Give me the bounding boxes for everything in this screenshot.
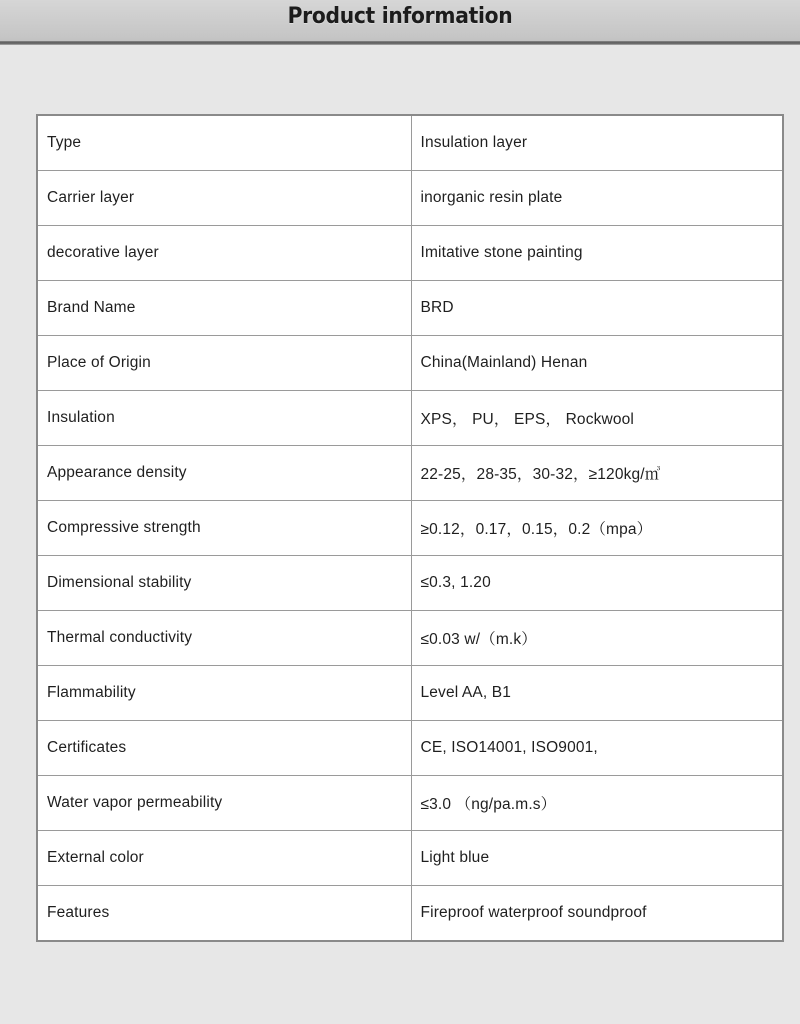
- spec-label-place-of-origin: Place of Origin: [37, 336, 411, 391]
- spec-value-flammability: Level AA, B1: [411, 666, 783, 721]
- spec-label-compressive-strength: Compressive strength: [37, 501, 411, 556]
- spec-table-body: [37, 115, 783, 941]
- spec-value-thermal-conductivity: ≤0.03 w/（m.k）: [411, 611, 783, 666]
- spec-label-certificates: Certificates: [37, 721, 411, 776]
- product-specification-table: [36, 114, 784, 942]
- spec-value-external-color: Light blue: [411, 831, 783, 886]
- spec-label-carrier-layer: Carrier layer: [37, 171, 411, 226]
- table-row: [37, 666, 783, 721]
- table-row: [37, 556, 783, 611]
- spec-value-features: Fireproof waterproof soundproof: [411, 886, 783, 942]
- spec-label-dimensional-stability: Dimensional stability: [37, 556, 411, 611]
- table-row: [37, 831, 783, 886]
- table-row: [37, 336, 783, 391]
- spec-label-thermal-conductivity: Thermal conductivity: [37, 611, 411, 666]
- table-row: [37, 115, 783, 171]
- header-divider-rule: [0, 41, 800, 45]
- table-row: [37, 721, 783, 776]
- spec-label-flammability: Flammability: [37, 666, 411, 721]
- spec-value-place-of-origin: China(Mainland) Henan: [411, 336, 783, 391]
- spec-value-certificates: CE, ISO14001, ISO9001,: [411, 721, 783, 776]
- spec-label-appearance-density: Appearance density: [37, 446, 411, 501]
- spec-value-dimensional-stability: ≤0.3, 1.20: [411, 556, 783, 611]
- spec-value-type: Insulation layer: [411, 115, 783, 171]
- spec-label-type: Type: [37, 115, 411, 171]
- spec-label-water-vapor-permeability: Water vapor permeability: [37, 776, 411, 831]
- spec-label-brand-name: Brand Name: [37, 281, 411, 336]
- table-row: [37, 171, 783, 226]
- table-row: [37, 611, 783, 666]
- table-row: [37, 281, 783, 336]
- spec-value-decorative-layer: Imitative stone painting: [411, 226, 783, 281]
- table-row: [37, 776, 783, 831]
- spec-label-features: Features: [37, 886, 411, 942]
- page-header-banner: [0, 0, 800, 41]
- spec-label-decorative-layer: decorative layer: [37, 226, 411, 281]
- table-row: [37, 501, 783, 556]
- spec-value-appearance-density: 22-25，28-35，30-32，≥120kg/㎥: [411, 446, 783, 501]
- spec-value-brand-name: BRD: [411, 281, 783, 336]
- spec-label-insulation: Insulation: [37, 391, 411, 446]
- table-row: [37, 446, 783, 501]
- page-title: Product information: [287, 4, 513, 29]
- spec-value-carrier-layer: inorganic resin plate: [411, 171, 783, 226]
- spec-value-insulation: XPS， PU， EPS， Rockwool: [411, 391, 783, 446]
- spec-value-water-vapor-permeability: ≤3.0 （ng/pa.m.s）: [411, 776, 783, 831]
- table-row: [37, 226, 783, 281]
- product-specification-table-container: [36, 114, 782, 942]
- spec-value-compressive-strength: ≥0.12，0.17，0.15，0.2（mpa）: [411, 501, 783, 556]
- spec-label-external-color: External color: [37, 831, 411, 886]
- table-row: [37, 886, 783, 942]
- table-row: [37, 391, 783, 446]
